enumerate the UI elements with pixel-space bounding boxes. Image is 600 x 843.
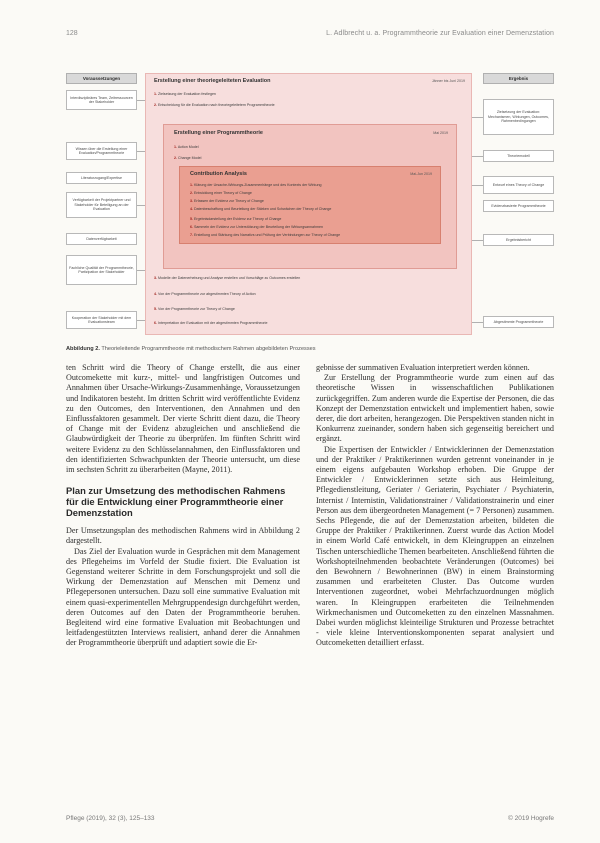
left-box: Fachliche Qualität der Programmtheorie, Partizipation der Stakeholder [66, 255, 137, 285]
middle-step: 1. Action Model [174, 145, 199, 149]
inner-step: 2. Entwicklung einer Theory of Change [190, 191, 252, 195]
right-box: Theoriemodell [483, 150, 554, 162]
inner-title: Contribution Analysis [190, 171, 247, 177]
outer-step: 1. Zielsetzung der Evaluation festlegen [154, 92, 216, 96]
left-column-head: Voraussetzungen [66, 73, 137, 84]
left-box: Datenverfügbarkeit [66, 233, 137, 245]
right-box: Zielsetzung der Evaluation: Mechanismen, Wirkungen, Outcomes, Rahmenbedingungen [483, 99, 554, 135]
left-text-column [66, 363, 300, 649]
paragraph: Der Umsetzungsplan des methodischen Rahmens wird in Abbildung 2 dargestellt. [66, 526, 300, 546]
inner-step: 6. Sammeln der Evidenz zur Unterstützung der Beurteilung der Wirkungsannahmen [190, 225, 324, 229]
running-title: L. Adlbrecht u. a. Programmtheorie zur Evaluation einer Demenzstation [326, 30, 554, 37]
outer-step: 4. Von der Programmtheorie zur abgestimmten Theory of Action [154, 292, 256, 296]
left-box: Wissen über die Erstellung einer Evaluation/Programmtheorie [66, 142, 137, 160]
inner-step: 7. Erstellung und Stärkung des Narrativs und Prüfung der Verbindungen zur Theory of Change [190, 233, 341, 237]
right-box: Ergebnisbericht [483, 234, 554, 246]
outer-step: 5. Von der Programmtheorie zur Theory of Change [154, 307, 235, 311]
inner-step: 1. Klärung der Ursache-Wirkungs-Zusammenhänge und des Kontexts der Wirkung [190, 183, 322, 187]
middle-title: Erstellung einer Programmtheorie [174, 130, 263, 136]
section-heading: Plan zur Umsetzung des methodischen Rahmens für die Entwicklung einer Programmtheorie einer Demenzstation [66, 485, 286, 519]
outer-title: Erstellung einer theoriegeleiteten Evaluation [154, 78, 271, 84]
outer-step: 3. Modelle der Datenerhebung und Analyse erstellen und Vorschläge zu Outcomes erstellen [154, 276, 301, 280]
middle-date: Mai 2019 [433, 131, 448, 135]
outer-step: 6. Interpretation der Evaluation mit der abgestimmten Programmtheorie [154, 321, 268, 325]
middle-step: 2. Change Model [174, 156, 202, 160]
inner-step: 3. Erfassen der Evidenz zur Theory of Change [190, 199, 264, 203]
paragraph: ten Schritt wird die Theory of Change erstellt, die aus einer Outcomekette mit kurz-, mittel- und langfristigen Outcomes und Annahmen über Ursache-Wirkungs-Zusammenhänge, Voraussetzungen und Indikatoren besteht. Im dritten Schritt wird veröffentlichte Evidenz zu den Outcomes, den Interventionen, den Annahmen und den Einflussfaktoren gesammelt. Der vierte Schritt dient dazu, die Theory of Change mit der Evidenz abzugleichen und anschließend die Glaubwürdigkeit der Theorie zu überprüfen. Im fünften Schritt wird weitere Evidenz zu den Schlüsselannahmen, den Einflussfaktoren und den identifizierten Schwachpunkten der Theorie untersucht, um diese im sechsten Schritt zu überarbeiten (Mayne, 2011). [66, 363, 300, 475]
outer-step: 2. Entscheidung für die Evaluation nach theoriegeleitetem Programmtheorie [154, 103, 275, 107]
inner-layer [179, 166, 441, 244]
caption-text: Theorieleitende Programmtheorie mit methodischem Rahmen abgebildeten Prozesses [101, 346, 316, 352]
inner-step: 5. Ergebnisdarstellung der Evidenz zur Theory of Change [190, 217, 282, 221]
left-box: Verfügbarkeit der Projektpartner und Stakeholder für Beteiligung an der Evaluation [66, 192, 137, 218]
outer-date: Jänner bis Juni 2019 [431, 79, 465, 83]
paragraph: gebnisse der summativen Evaluation interpretiert werden können. [316, 363, 530, 372]
footer-publisher: © 2019 Hogrefe [508, 815, 554, 822]
left-box: Kooperation der Stakeholder mit dem Evaluationsteam [66, 311, 137, 329]
right-box: Entwurf eines Theory of Change [483, 176, 554, 194]
paragraph: Zur Erstellung der Programmtheorie wurde zum einen auf das theoretische Wissen in wissenschaftlichen Publikationen zurückgegriffen. Zum anderen wurde die Expertise der Personen, die das Konzept der Demenzstation entwickelt und implementiert haben, sowie derer, die dort arbeiten, herangezogen. Die Perspektiven standen nicht in Konkurrenz zueinander, sondern haben sich gegenseitig bereichert und ergänzt. [316, 373, 554, 444]
right-text-column [316, 363, 554, 649]
right-box: Abgestimmte Programmtheorie [483, 316, 554, 328]
figure-framework [66, 66, 554, 338]
caption-label: Abbildung 2. [66, 346, 100, 352]
paragraph: Das Ziel der Evaluation wurde in Gesprächen mit dem Management des Pflegeheims im Vorfeld der Studie fixiert. Die Evaluation ist Gegenstand weiterer Schritte in dem Forschungsprojekt und soll die Wirkung der Demenzstation auf Menschen mit Demenz und Pflegepersonen untersuchen. Dazu soll eine summative Evaluation mit einem quasi-experimentellen Mehrgruppendesign durchgeführt werden, deren Outcomes auf den Daten der Programmtheorie beruhen. Begleitend wird eine formative Evaluation mit Beobachtungen und leitfadengestützten Interviews realisiert, anhand derer die Annahmen der Programmtheorie überprüft und adaptiert sowie die Er- [66, 546, 300, 648]
inner-date: Mai-Jun 2019 [410, 172, 432, 176]
right-column-head: Ergebnis [483, 73, 554, 84]
inner-step: 4. Datenbeschaffung und Beurteilung der Stärken und Schwächen der Theory of Change [190, 207, 332, 211]
left-box: Interdisziplinäres Team, Zeitressourcen der Stakeholder [66, 90, 137, 110]
footer-citation: Pflege (2019), 32 (3), 125–133 [66, 815, 155, 822]
right-box: Evidenzbasierte Programmtheorie [483, 200, 554, 212]
paragraph: Die Expertisen der Entwickler / Entwicklerinnen der Demenzstation und der Praktiker / Praktikerinnen wurden getrennt voneinander in je einem eigens aufgebauten Workshop erhoben. Die Gruppe der Entwickler / Entwicklerinnen setzte sich aus Heimleitung, Pflegedienstleitung, Geriater / Geriaterin, Psychiater / Psychiaterin, Internist / Internistin, Validationstrainer / Validationstrainerin und einer Person aus dem übergeordneten Management (= 7 Personen) zusammen. Sechs Pflegende, die auf der Demenzstation arbeiten, bildeten die Gruppe der Praktiker / Praktikerinnen. Zuerst wurde das Action Model in einem World Café entwickelt, in dem Kleingruppen an einzelnen Tischen unterschiedliche Themen bearbeiteten. Anschließend führten die Workshopteilnehmenden beobachtete Veränderungen (Outcomes) bei den Bewohnern / Bewohnerinnen (BW) in einem Brainstorming zusammen und erarbeiteten Cluster. Das Outcome wurden Interventionen zugeordnet, wobei Mehrfachzuordnungen möglich waren. In Kleingruppen erarbeiteten die Teilnehmenden Wirkmechanismen und Outcomeketten zu den einzelnen Massnahmen. Dabei wurden möglichst kleinteilige Strukturen und Prozesse betrachtet - viele kleine Interventionskomponenten separat analysiert und Outcomeketten detailliert erfasst. [316, 444, 554, 648]
page-number: 128 [66, 30, 78, 37]
figure-caption [66, 346, 554, 352]
left-box: Literaturzugang/Expertise [66, 172, 137, 184]
